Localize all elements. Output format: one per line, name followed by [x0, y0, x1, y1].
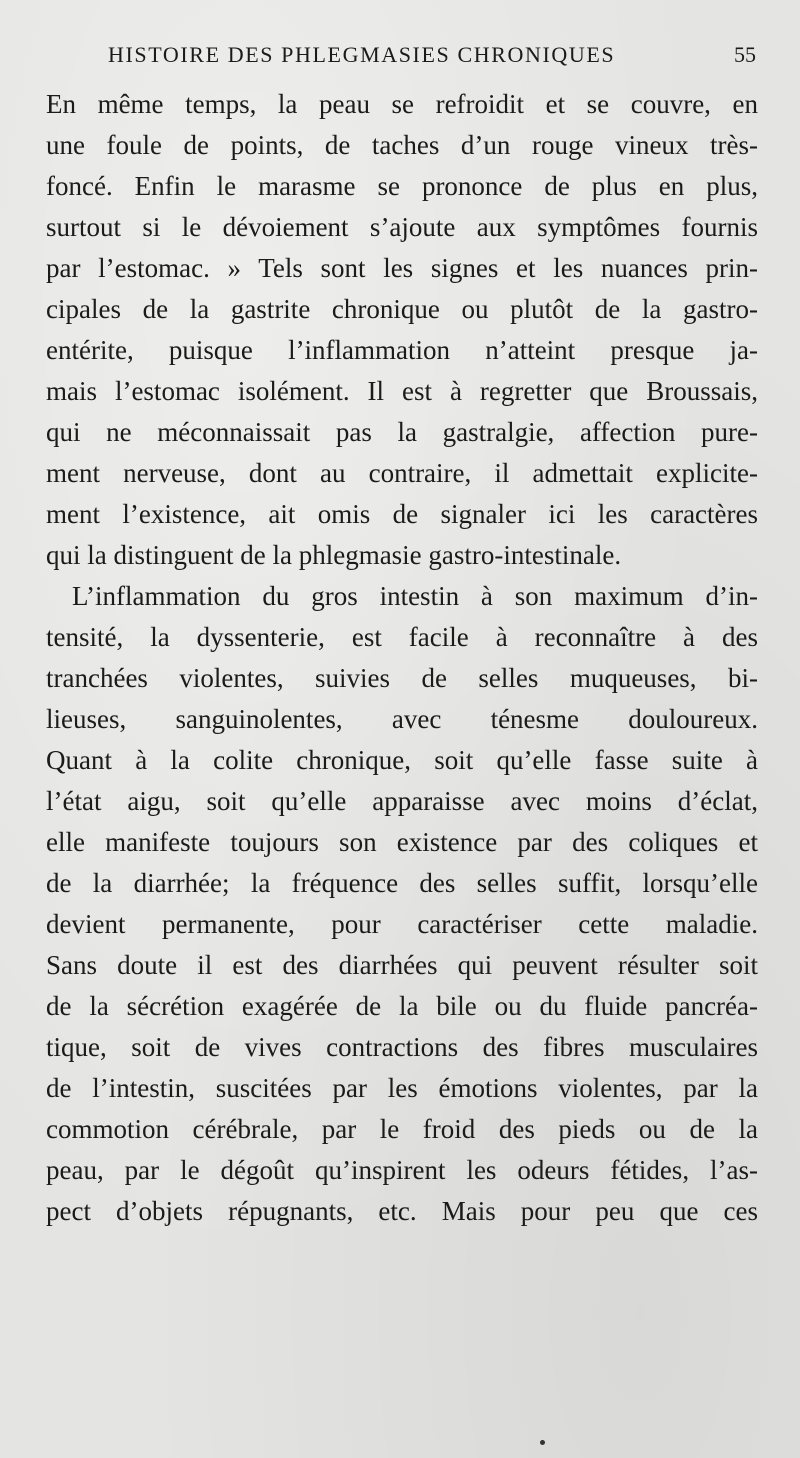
text-line: foncé. Enfin le marasme se prononce de plus en plus, [46, 171, 758, 201]
text-line: qui la distinguent de la phlegmasie gastro-intestinale. [46, 540, 622, 570]
body-text [46, 84, 758, 1232]
text-line: tensité, la dyssenterie, est facile à reconnaître à des [46, 622, 758, 652]
running-title: HISTOIRE DES PHLEGMASIES CHRONIQUES [108, 42, 616, 67]
text-line: cipales de la gastrite chronique ou plutôt de la gastro- [46, 294, 758, 324]
text-line: mais l’estomac isolément. Il est à regretter que Broussais, [46, 376, 758, 406]
text-line: lieuses, sanguinolentes, avec ténesme douloureux. [46, 704, 758, 734]
text-line: de l’intestin, suscitées par les émotions violentes, par la [46, 1073, 758, 1103]
text-line: Sans doute il est des diarrhées qui peuvent résulter soit [46, 950, 758, 980]
text-line: devient permanente, pour caractériser cette maladie. [46, 909, 758, 939]
text-line: elle manifeste toujours son existence par des coliques et [46, 827, 758, 857]
text-line: par l’estomac. » Tels sont les signes et les nuances prin- [46, 253, 758, 283]
text-line: En même temps, la peau se refroidit et se couvre, en [46, 89, 758, 119]
text-line: tranchées violentes, suivies de selles muqueuses, bi- [46, 663, 758, 693]
text-line: l’état aigu, soit qu’elle apparaisse avec moins d’éclat, [46, 786, 758, 816]
page-number: 55 [734, 42, 756, 67]
text-line: une foule de points, de taches d’un rouge vineux très- [46, 130, 758, 160]
paper-speck [540, 1440, 545, 1445]
text-line: de la sécrétion exagérée de la bile ou du fluide pancréa- [46, 991, 758, 1021]
text-line: Quant à la colite chronique, soit qu’elle fasse suite à [46, 745, 758, 775]
text-line: L’inflammation du gros intestin à son maximum d’in- [72, 581, 758, 611]
running-header [108, 42, 756, 72]
text-line: de la diarrhée; la fréquence des selles suffit, lorsqu’elle [46, 868, 758, 898]
text-line: ment l’existence, ait omis de signaler ici les caractères [46, 499, 758, 529]
text-line: tique, soit de vives contractions des fibres musculaires [46, 1032, 758, 1062]
text-line: surtout si le dévoiement s’ajoute aux symptômes fournis [46, 212, 758, 242]
text-line: pect d’objets répugnants, etc. Mais pour peu que ces [46, 1196, 758, 1226]
text-line: qui ne méconnaissait pas la gastralgie, affection pure- [46, 417, 758, 447]
text-line: peau, par le dégoût qu’inspirent les odeurs fétides, l’as- [46, 1155, 758, 1185]
text-line: ment nerveuse, dont au contraire, il admettait explicite- [46, 458, 758, 488]
text-line: commotion cérébrale, par le froid des pieds ou de la [46, 1114, 758, 1144]
text-line: entérite, puisque l’inflammation n’atteint presque ja- [46, 335, 758, 365]
